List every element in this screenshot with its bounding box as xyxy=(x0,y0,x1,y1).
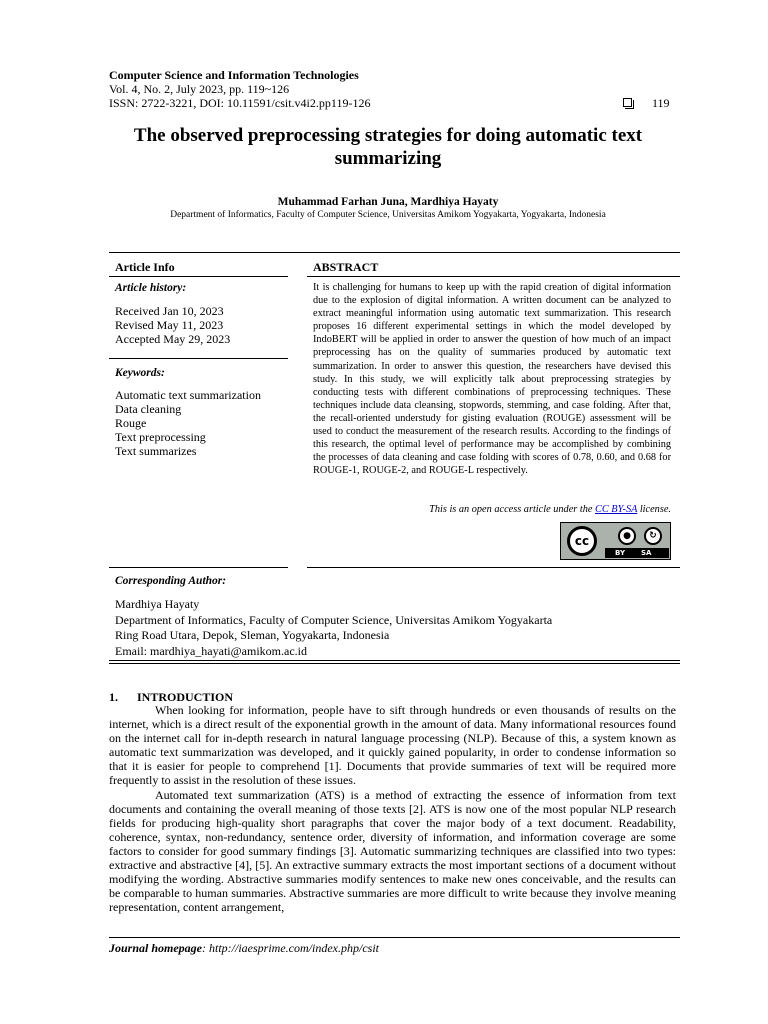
article-info-rule xyxy=(109,276,288,277)
footer-rule xyxy=(109,937,680,938)
abstract-text: It is challenging for humans to keep up with the rapid creation of digital information due to the explosion of digital information. A written document can be analyzed to extract meaningful information using automatic text summarization. This research proposes 16 different experimental settings in which the model developed by IndoBERT will be applied in order to answer the question of how much of an impact preprocessing has on the quality of summaries produced by automatic text summarization. In order to answer this question, the researchers have devised this study. In this study, we will explicitly talk about preprocessing strategies by conducting tests with different combinations of preprocessing techniques. These techniques include data cleansing, stopwords, stemming, and case folding. After that, the recall-oriented understudy for gisting evaluation (ROUGE) assessment will be used to conduct the measurement of the research results. According to the findings of this research, the optimal level of performance may be accomplished by combining the processes of data cleaning and case folding with scores of 0.78, 0.60, and 0.68 for ROUGE-1, ROUGE-2, and ROUGE-L respectively. xyxy=(313,282,671,477)
issn-doi-line: ISSN: 2722-3221, DOI: 10.11591/csit.v4i2.pp119-126 xyxy=(109,96,371,110)
history-revised: Revised May 11, 2023 xyxy=(115,318,224,332)
keyword-item: Data cleaning xyxy=(115,402,182,416)
intro-paragraph: Automated text summarization (ATS) is a method of extracting the essence of information from text documents and containing the overall meaning of those texts [2]. ATS is now one of the most popular NLP research fields for producing high-quality short paragraphs that cover the major body of a text document. Readability, coherence, syntax, non-redundancy, sentence order, diversity of information, and information coverage are some factors to consider for good summary findings [3]. Automatic summarizing techniques are classified into two types: extractive and abstractive [4], [5]. An extractive summary extracts the most important sections of a document without modifying the wording. Abstractive summaries modify sentences to make new ones conceivable, and the results can be comparable to human summaries. Abstractive summaries are more difficult to write because they involve meaning representation, content arrangement, xyxy=(109,787,676,915)
abstract-rule xyxy=(307,276,680,277)
share-alike-icon: ↻ xyxy=(644,527,662,545)
cc-by-sa-link[interactable]: CC BY-SA xyxy=(595,504,638,515)
keyword-item: Text preprocessing xyxy=(115,430,206,444)
info-bottom-rule xyxy=(109,567,288,568)
author-list: Muhammad Farhan Juna, Mardhiya Hayaty xyxy=(277,196,499,208)
double-rule-bottom xyxy=(109,663,680,664)
cc-sa-label: SA xyxy=(641,549,652,557)
section-number: 1. xyxy=(109,690,118,704)
abstract-heading: ABSTRACT xyxy=(313,260,379,274)
license-prefix: This is an open access article under the xyxy=(429,504,595,515)
keyword-item: Rouge xyxy=(115,416,147,430)
keywords-heading: Keywords: xyxy=(115,367,165,379)
footer-label: Journal homepage xyxy=(109,941,203,955)
corresponding-department: Department of Informatics, Faculty of Computer Science, Universitas Amikom Yogyakarta xyxy=(115,612,553,627)
corresponding-name: Mardhiya Hayaty xyxy=(115,597,200,611)
keyword-item: Text summarizes xyxy=(115,444,197,458)
author-affiliation: Department of Informatics, Faculty of Computer Science, Universitas Amikom Yogyakarta, Yogyakarta, Indonesia xyxy=(170,210,606,220)
top-rule xyxy=(109,252,680,253)
journal-homepage xyxy=(109,941,379,956)
corresponding-email: Email: mardhiya_hayati@amikom.ac.id xyxy=(115,643,307,658)
paper-title: The observed preprocessing strategies for doing automatic text summarizing xyxy=(133,125,643,169)
journal-name: Computer Science and Information Technologies xyxy=(109,68,359,82)
intro-body xyxy=(109,703,676,914)
article-history-list xyxy=(115,304,230,346)
keyword-item: Automatic text summarization xyxy=(115,388,261,402)
history-rule xyxy=(109,358,288,359)
corresponding-details xyxy=(115,597,552,659)
double-rule-top xyxy=(109,660,680,661)
corresponding-heading: Corresponding Author: xyxy=(115,575,227,587)
license-suffix: license. xyxy=(637,504,671,515)
page-square-icon xyxy=(623,98,632,107)
corresponding-address: Ring Road Utara, Depok, Sleman, Yogyakarta, Indonesia xyxy=(115,628,390,642)
cc-by-sa-badge[interactable] xyxy=(560,522,671,560)
footer-url[interactable]: : http://iaesprime.com/index.php/csit xyxy=(202,941,379,955)
attribution-person-icon: ● xyxy=(618,527,636,545)
cc-logo-icon: cc xyxy=(567,526,597,556)
abstract-bottom-rule xyxy=(307,567,680,568)
keywords-list xyxy=(115,388,261,458)
history-received: Received Jan 10, 2023 xyxy=(115,304,224,318)
article-history-heading: Article history: xyxy=(115,282,187,294)
cc-by-label: BY xyxy=(615,549,626,557)
page-number: 119 xyxy=(652,96,670,110)
cc-label-strip xyxy=(605,548,669,558)
intro-paragraph: When looking for information, people have to sift through hundreds or even thousands of results on the internet, which is a direct result of the exponential growth in the amount of data. Many informational resources found on the internet call for in-depth research in natural language processing (NLP). Because of this, a system known as automatic text summarization was developed, and it quickly gained popularity, in order to condense information so that it is easier for people to comprehend [1]. Documents that provide summaries of text will be required more frequently to assist in the resolution of these issues. xyxy=(109,703,676,788)
license-line xyxy=(313,504,671,515)
article-info-heading: Article Info xyxy=(115,260,175,274)
volume-line: Vol. 4, No. 2, July 2023, pp. 119~126 xyxy=(109,82,290,96)
section-title: INTRODUCTION xyxy=(137,690,234,704)
history-accepted: Accepted May 29, 2023 xyxy=(115,332,231,346)
